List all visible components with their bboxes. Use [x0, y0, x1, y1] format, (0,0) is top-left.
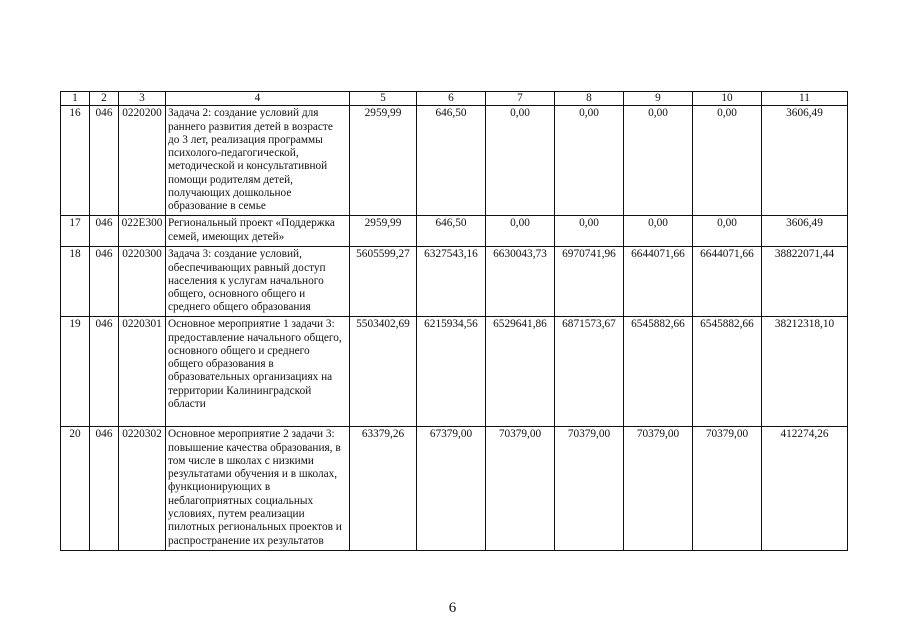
value-cell: 6215934,56: [417, 317, 486, 427]
target-code: 0220300: [119, 247, 166, 317]
col-header: 8: [555, 92, 624, 106]
col-header: 2: [90, 92, 119, 106]
item-name: Основное мероприятие 1 задачи 3: предоставление начального общего, основного общего и среднего общего образования в образовательных организациях на территории Калининградской области: [166, 317, 350, 427]
value-cell: 70379,00: [624, 427, 693, 551]
col-header: 4: [166, 92, 350, 106]
ministry-code: 046: [90, 427, 119, 551]
total-cell: 412274,26: [762, 427, 848, 551]
value-cell: 6871573,67: [555, 317, 624, 427]
value-cell: 5605599,27: [350, 247, 417, 317]
value-cell: 6529641,86: [486, 317, 555, 427]
value-cell: 0,00: [624, 216, 693, 247]
col-header: 3: [119, 92, 166, 106]
target-code: 0220302: [119, 427, 166, 551]
ministry-code: 046: [90, 317, 119, 427]
row-number: 19: [61, 317, 90, 427]
col-header: 6: [417, 92, 486, 106]
value-cell: 70379,00: [486, 427, 555, 551]
col-header: 10: [693, 92, 762, 106]
table-row: [61, 247, 848, 317]
value-cell: 70379,00: [555, 427, 624, 551]
table-row: [61, 106, 848, 216]
value-cell: 6327543,16: [417, 247, 486, 317]
col-header: 5: [350, 92, 417, 106]
value-cell: 0,00: [486, 216, 555, 247]
value-cell: 70379,00: [693, 427, 762, 551]
table-row: [61, 427, 848, 551]
value-cell: 6644071,66: [624, 247, 693, 317]
ministry-code: 046: [90, 247, 119, 317]
col-header: 11: [762, 92, 848, 106]
value-cell: 6545882,66: [693, 317, 762, 427]
total-cell: 38822071,44: [762, 247, 848, 317]
row-number: 16: [61, 106, 90, 216]
ministry-code: 046: [90, 216, 119, 247]
target-code: 022Е300: [119, 216, 166, 247]
value-cell: 67379,00: [417, 427, 486, 551]
col-header: 9: [624, 92, 693, 106]
value-cell: 0,00: [555, 216, 624, 247]
value-cell: 2959,99: [350, 106, 417, 216]
value-cell: 5503402,69: [350, 317, 417, 427]
item-name: Задача 3: создание условий, обеспечивающих равный доступ населения к услугам начального общего, основного общего и среднего общего образования: [166, 247, 350, 317]
total-cell: 3606,49: [762, 216, 848, 247]
target-code: 0220301: [119, 317, 166, 427]
ministry-code: 046: [90, 106, 119, 216]
value-cell: 6644071,66: [693, 247, 762, 317]
col-header: 1: [61, 92, 90, 106]
value-cell: 63379,26: [350, 427, 417, 551]
header-row: [61, 92, 848, 106]
item-name: Задача 2: создание условий для раннего развития детей в возрасте до 3 лет, реализация программы психолого-педагогической, методической и консультативной помощи родителям детей, получающих дошкольное образование в семье: [166, 106, 350, 216]
row-number: 18: [61, 247, 90, 317]
value-cell: 2959,99: [350, 216, 417, 247]
item-name: Региональный проект «Поддержка семей, имеющих детей»: [166, 216, 350, 247]
value-cell: 0,00: [693, 106, 762, 216]
row-number: 17: [61, 216, 90, 247]
value-cell: 6970741,96: [555, 247, 624, 317]
value-cell: 0,00: [486, 106, 555, 216]
item-name: Основное мероприятие 2 задачи 3: повышение качества образования, в том числе в школах с низкими результатами обучения и в школах, функционирующих в неблагоприятных социальных условиях, путем реализации пилотных региональных проектов и распространение их результатов: [166, 427, 350, 551]
budget-table: [60, 91, 848, 551]
value-cell: 646,50: [417, 216, 486, 247]
total-cell: 3606,49: [762, 106, 848, 216]
value-cell: 0,00: [624, 106, 693, 216]
value-cell: 646,50: [417, 106, 486, 216]
total-cell: 38212318,10: [762, 317, 848, 427]
target-code: 0220200: [119, 106, 166, 216]
page-number: 6: [448, 600, 457, 616]
col-header: 7: [486, 92, 555, 106]
value-cell: 0,00: [693, 216, 762, 247]
table-row: [61, 216, 848, 247]
table-row: [61, 317, 848, 427]
value-cell: 0,00: [555, 106, 624, 216]
row-number: 20: [61, 427, 90, 551]
value-cell: 6545882,66: [624, 317, 693, 427]
value-cell: 6630043,73: [486, 247, 555, 317]
